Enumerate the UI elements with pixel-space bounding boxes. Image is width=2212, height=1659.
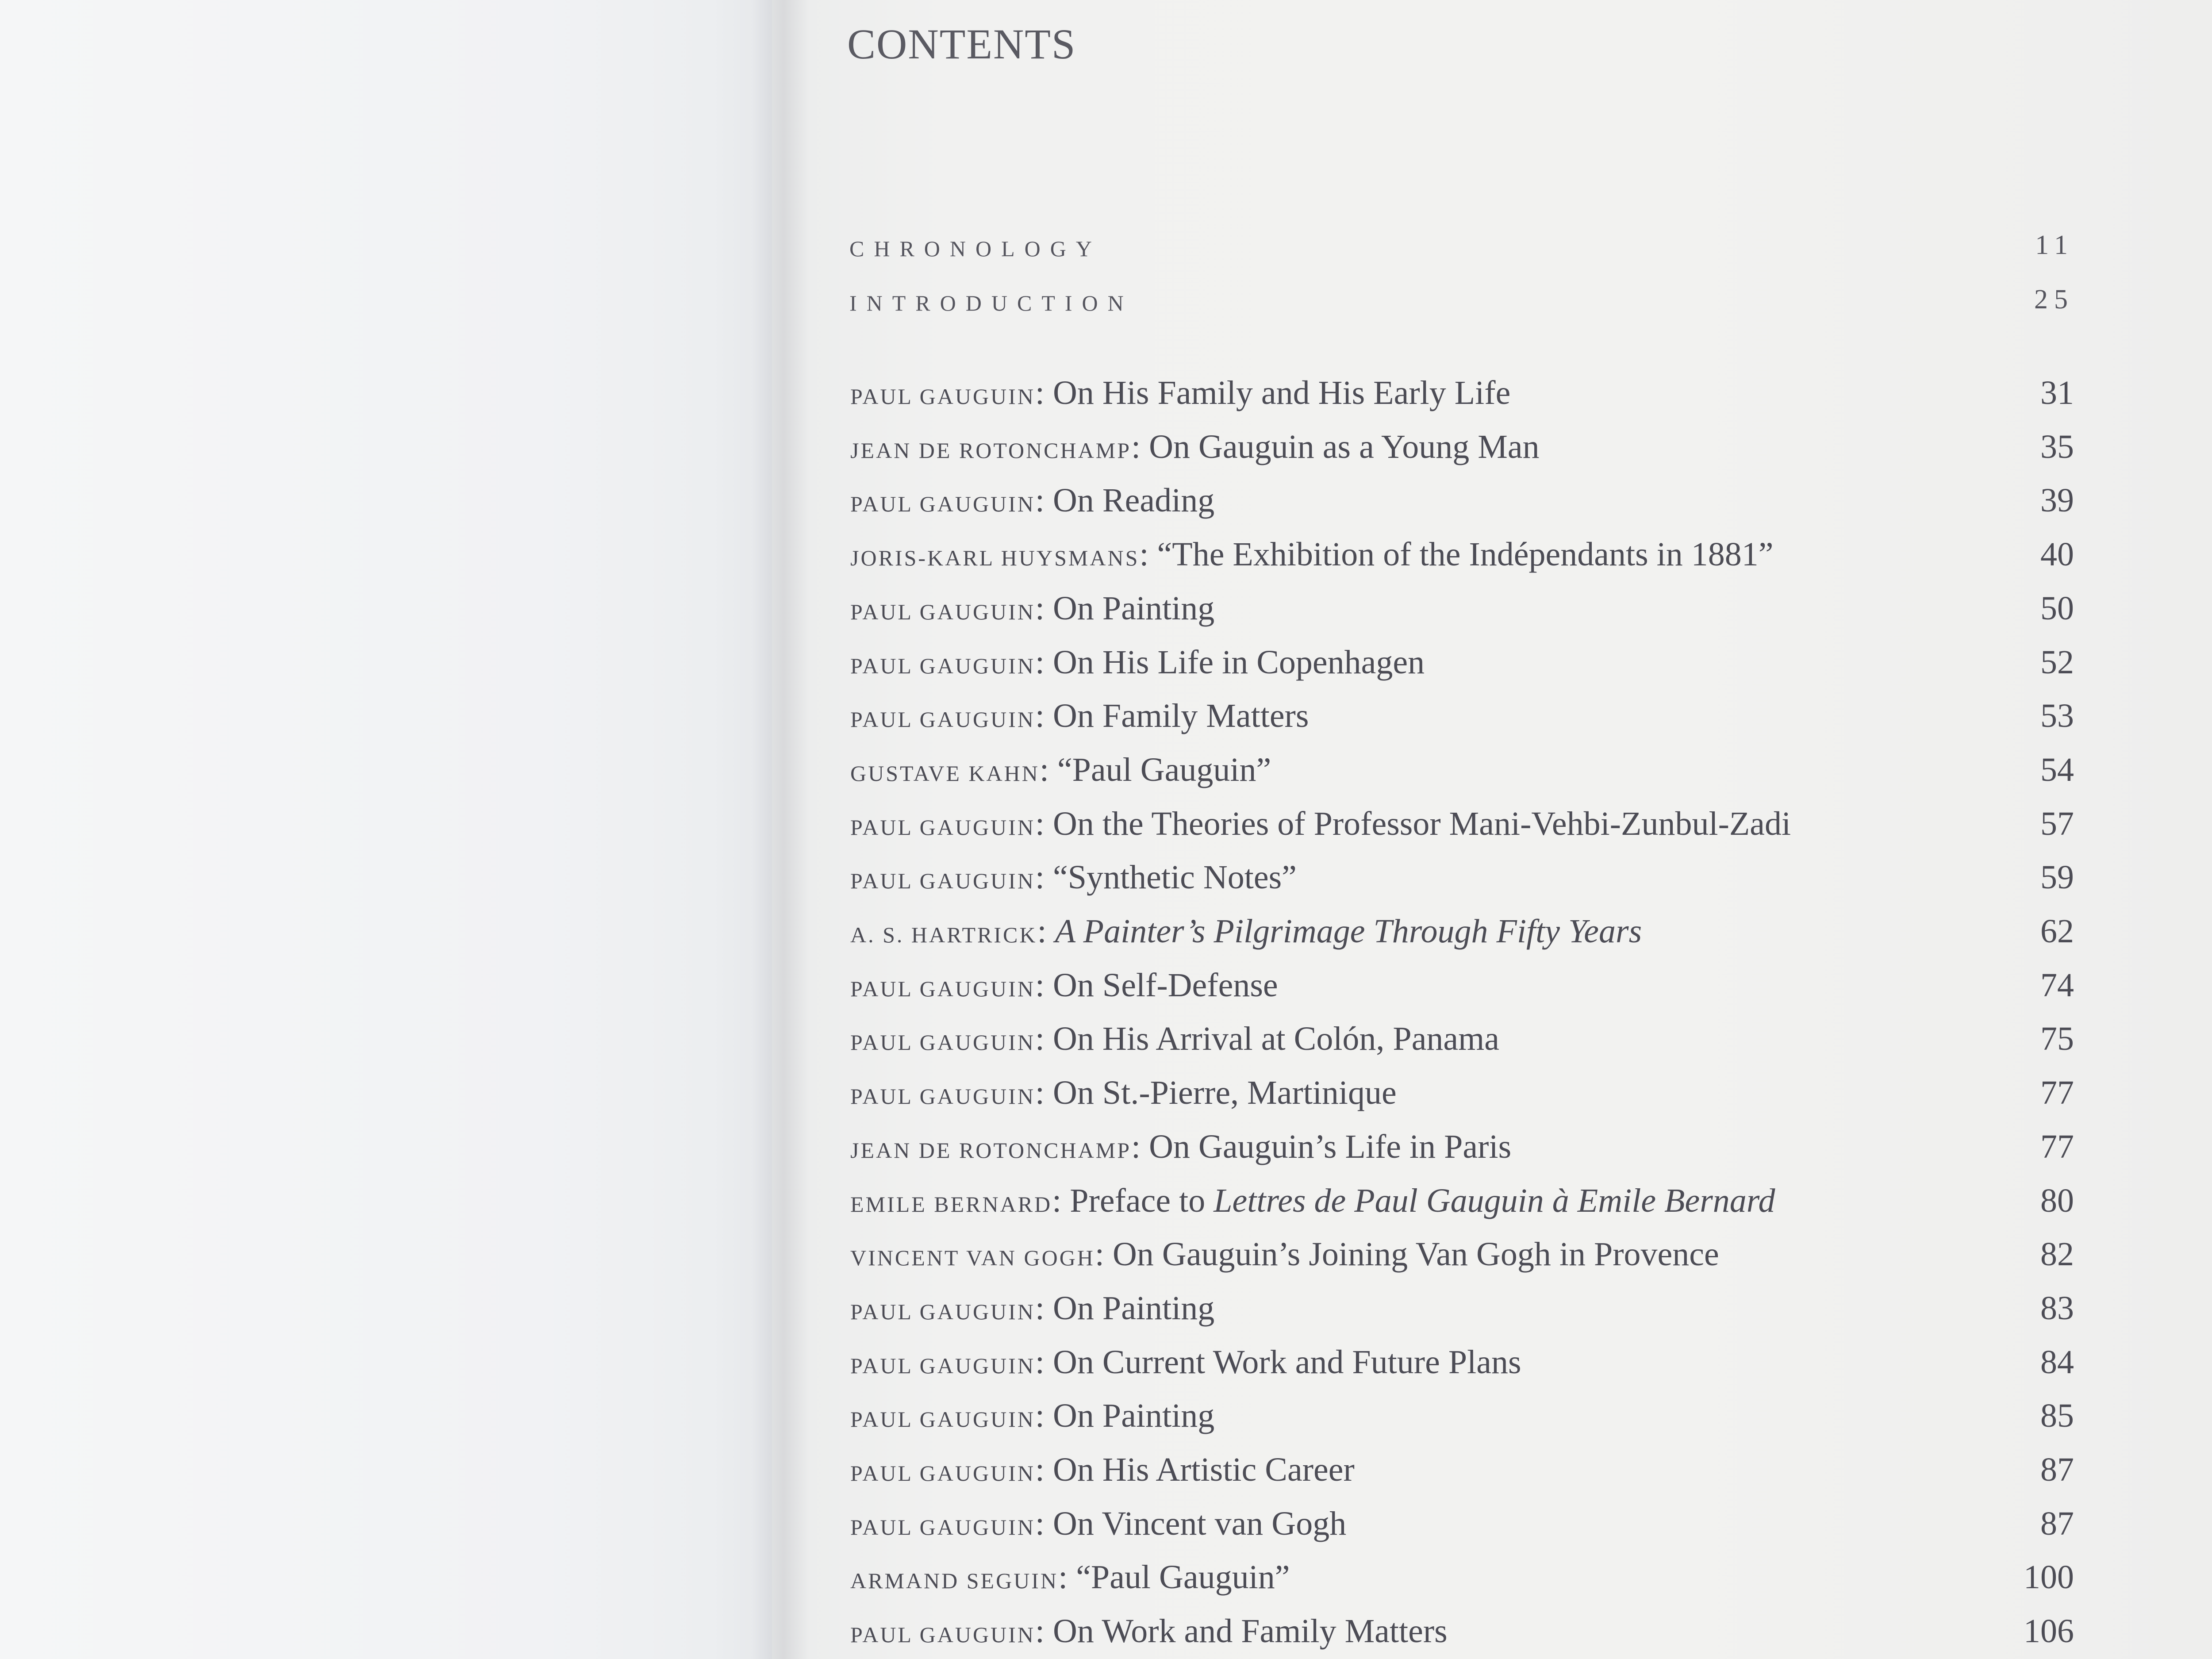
toc-entry (850, 1399, 1947, 1432)
entry-author: JEAN DE ROTONCHAMP (850, 1138, 1132, 1163)
toc-entry (850, 1614, 1947, 1648)
entry-page-number: 57 (2040, 805, 2074, 842)
entry-page-number: 83 (2040, 1290, 2074, 1327)
entry-separator: : (1131, 428, 1149, 465)
entry-separator: : (1035, 1020, 1053, 1057)
entry-separator: : (1035, 697, 1053, 734)
entry-page-number: 77 (2040, 1128, 2074, 1165)
entry-title: On Painting (1053, 1397, 1215, 1434)
toc-entry (850, 1560, 1947, 1594)
entry-page-number: 52 (2040, 644, 2074, 681)
entry-page-number: 85 (2040, 1397, 2074, 1434)
entry-separator: : (1035, 1074, 1053, 1111)
entry-page-number: 54 (2040, 751, 2074, 788)
entry-separator: : (1035, 1505, 1053, 1542)
entry-title: “The Exhibition of the Indépendants in 1881” (1157, 536, 1774, 573)
entry-page-number: 82 (2040, 1236, 2074, 1273)
entry-page-number: 59 (2040, 859, 2074, 896)
entry-author: EMILE BERNARD (850, 1192, 1052, 1217)
entry-title-italic: A Painter’s Pilgrimage Through Fifty Years (1055, 913, 1642, 950)
entry-title: On His Artistic Career (1053, 1451, 1355, 1488)
entry-page-number: 40 (2040, 536, 2074, 573)
entry-page-number: 35 (2040, 428, 2074, 465)
entry-author: JORIS-KARL HUYSMANS (850, 545, 1140, 570)
entry-author: PAUL GAUGUIN (850, 384, 1035, 409)
front-matter-label: CHRONOLOGY (849, 236, 1102, 261)
entry-author: VINCENT VAN GOGH (850, 1245, 1095, 1270)
entry-page-number: 106 (2024, 1613, 2074, 1650)
entry-page-number: 100 (2024, 1559, 2074, 1596)
entry-author: PAUL GAUGUIN (850, 1299, 1035, 1324)
toc-entry (850, 1130, 1947, 1164)
toc-entry (850, 538, 1947, 571)
entry-author: PAUL GAUGUIN (850, 492, 1035, 516)
entry-title: On Gauguin’s Joining Van Gogh in Provence (1113, 1236, 1719, 1273)
entry-separator: : (1035, 482, 1053, 519)
entry-separator: : (1035, 1344, 1053, 1381)
entry-title: On Painting (1053, 1290, 1215, 1327)
entry-title: On Vincent van Gogh (1053, 1505, 1347, 1542)
entry-page-number: 62 (2040, 913, 2074, 950)
toc-entry (850, 914, 1947, 948)
entry-separator: : (1035, 1613, 1053, 1650)
left-page-blank (0, 0, 772, 1659)
toc-entry (850, 430, 1947, 464)
toc-entry (850, 753, 1947, 787)
toc-entry (850, 1345, 1947, 1379)
entry-author: PAUL GAUGUIN (850, 1407, 1035, 1432)
entry-author: GUSTAVE KAHN (850, 761, 1040, 786)
entry-separator: : (1052, 1182, 1070, 1219)
entry-title-italic: Lettres de Paul Gauguin à Emile Bernard (1214, 1182, 1775, 1219)
entry-title: On Reading (1053, 482, 1215, 519)
entry-author: PAUL GAUGUIN (850, 707, 1035, 732)
toc-entry (850, 1184, 1947, 1217)
front-matter-page-number: 11 (2035, 230, 2074, 260)
entry-separator: : (1035, 805, 1053, 842)
entry-page-number: 84 (2040, 1344, 2074, 1381)
entry-page-number: 53 (2040, 697, 2074, 734)
entry-author: PAUL GAUGUIN (850, 1030, 1035, 1055)
entry-page-number: 31 (2040, 374, 2074, 411)
entry-separator: : (1035, 590, 1053, 627)
toc-entry (850, 968, 1947, 1002)
toc-entry (850, 484, 1947, 517)
entry-author: PAUL GAUGUIN (850, 1353, 1035, 1378)
entry-title: “Synthetic Notes” (1053, 859, 1297, 896)
entry-title: On St.-Pierre, Martinique (1053, 1074, 1397, 1111)
entry-title: On His Family and His Early Life (1053, 374, 1511, 411)
toc-entry (850, 645, 1947, 679)
entry-separator: : (1039, 751, 1057, 788)
entry-separator: : (1035, 1397, 1053, 1434)
entry-title: On Current Work and Future Plans (1053, 1344, 1521, 1381)
entry-title: On His Life in Copenhagen (1053, 644, 1425, 681)
entry-separator: : (1131, 1128, 1149, 1165)
entry-author: PAUL GAUGUIN (850, 599, 1035, 624)
entry-page-number: 74 (2040, 967, 2074, 1004)
entry-page-number: 87 (2040, 1451, 2074, 1488)
entry-author: PAUL GAUGUIN (850, 1622, 1035, 1647)
entry-author: ARMAND SEGUIN (850, 1568, 1059, 1593)
entry-separator: : (1035, 374, 1053, 411)
entry-separator: : (1139, 536, 1157, 573)
entry-author: PAUL GAUGUIN (850, 815, 1035, 840)
entry-title: On Self-Defense (1053, 967, 1278, 1004)
entry-page-number: 39 (2040, 482, 2074, 519)
toc-entry (850, 376, 1947, 410)
toc-entry (850, 591, 1947, 625)
entry-author: PAUL GAUGUIN (850, 1461, 1035, 1486)
entry-page-number: 50 (2040, 590, 2074, 627)
toc-entry (850, 1237, 1947, 1271)
entry-separator: : (1035, 859, 1053, 896)
entry-page-number: 75 (2040, 1020, 2074, 1057)
entry-author: A. S. HARTRICK (850, 922, 1037, 947)
entry-title: On Gauguin as a Young Man (1149, 428, 1540, 465)
entry-author: PAUL GAUGUIN (850, 1084, 1035, 1109)
contents-heading: CONTENTS (847, 20, 1076, 68)
toc-entry (850, 1507, 1947, 1540)
entry-author: PAUL GAUGUIN (850, 976, 1035, 1001)
entry-title: On the Theories of Professor Mani-Vehbi-Zunbul-Zadi (1053, 805, 1791, 842)
toc-entry (850, 807, 1947, 841)
entry-title: Preface to (1070, 1182, 1214, 1219)
entry-separator: : (1058, 1559, 1076, 1596)
entry-title: “Paul Gauguin” (1076, 1559, 1290, 1596)
front-matter-label: INTRODUCTION (849, 291, 1133, 315)
toc-entry (850, 860, 1947, 894)
entry-separator: : (1035, 967, 1053, 1004)
entry-title: On Family Matters (1053, 697, 1309, 734)
entry-page-number: 77 (2040, 1074, 2074, 1111)
entry-title: On Work and Family Matters (1053, 1613, 1448, 1650)
toc-entry (850, 1076, 1947, 1110)
entry-separator: : (1094, 1236, 1113, 1273)
toc-entry (850, 1453, 1947, 1486)
entry-title: “Paul Gauguin” (1057, 751, 1271, 788)
toc-entry (850, 1291, 1947, 1325)
entry-separator: : (1035, 1451, 1053, 1488)
entry-separator: : (1035, 1290, 1053, 1327)
entry-title: On Painting (1053, 590, 1215, 627)
entry-separator: : (1037, 913, 1055, 950)
entry-title: On His Arrival at Colón, Panama (1053, 1020, 1500, 1057)
entry-author: JEAN DE ROTONCHAMP (850, 438, 1132, 463)
entry-author: PAUL GAUGUIN (850, 1515, 1035, 1540)
entry-page-number: 80 (2040, 1182, 2074, 1219)
toc-entry (850, 1022, 1947, 1056)
entry-author: PAUL GAUGUIN (850, 653, 1035, 678)
toc-entry (850, 699, 1947, 733)
entry-title: On Gauguin’s Life in Paris (1149, 1128, 1512, 1165)
entry-page-number: 87 (2040, 1505, 2074, 1542)
entry-separator: : (1035, 644, 1053, 681)
entry-author: PAUL GAUGUIN (850, 868, 1035, 893)
book-gutter (752, 0, 810, 1659)
front-matter-page-number: 25 (2034, 284, 2074, 315)
